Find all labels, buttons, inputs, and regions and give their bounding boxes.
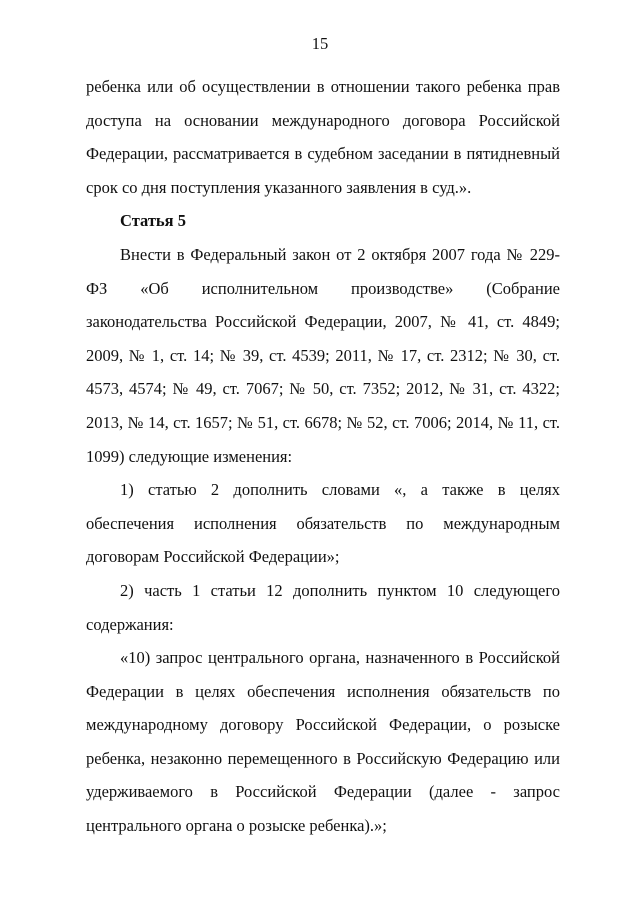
paragraph-continuation: ребенка или об осуществлении в отношении такого ребенка прав доступа на основании международного договора Российской Федерации, рассматривается в судебном заседании в пятидневный срок со дня поступления указанного заявления в суд.». bbox=[86, 77, 560, 197]
article-heading: Статья 5 bbox=[120, 211, 186, 231]
paragraph-item-1: 1) статью 2 дополнить словами «, а также в целях обеспечения исполнения обязательств по международным договорам Российской Федерации»; bbox=[86, 480, 560, 567]
paragraph-item-2: 2) часть 1 статьи 12 дополнить пунктом 10 следующего содержания: bbox=[86, 580, 560, 634]
document-body bbox=[86, 70, 560, 843]
page-number: 15 bbox=[311, 34, 329, 53]
paragraph-amendment-intro: Внести в Федеральный закон от 2 октября 2007 года № 229-ФЗ «Об исполнительном производстве» (Собрание законодательства Российской Федерации, 2007, № 41, ст. 4849; 2009, № 1, ст. 14; № 39, ст. 4539; 2011, № 17, ст. 2312; № 30, ст. 4573, 4574; № 49, ст. 7067; № 50, ст. 7352; 2012, № 31, ст. 4322; 2013, № 14, ст. 1657; № 51, ст. 6678; № 52, ст. 7006; 2014, № 11, ст. 1099) следующие изменения: bbox=[86, 244, 560, 466]
paragraph-item-10-text: «10) запрос центрального органа, назначенного в Российской Федерации в целях обеспечения исполнения обязательств по международному договору Российской Федерации, о розыске ребенка, незаконно перемещенного в Российскую Федерацию или удерживаемого в Российской Федерации (далее - запрос центрального органа о розыске ребенка).»; bbox=[86, 648, 560, 836]
